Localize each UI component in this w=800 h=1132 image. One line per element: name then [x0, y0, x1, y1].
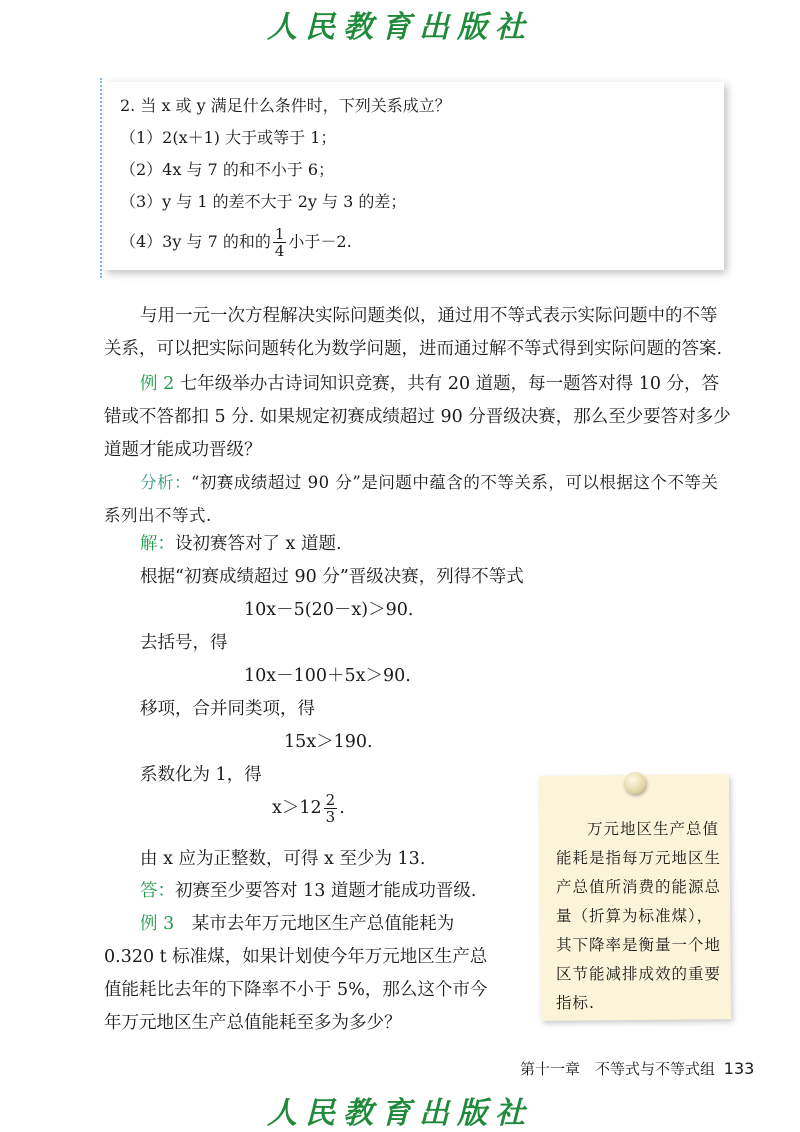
example-2-label: 例 2: [140, 374, 175, 394]
example-3-line-2: 0.320 t 标准煤，如果计划使今年万元地区生产总: [104, 947, 488, 967]
page-number: 133: [723, 1059, 755, 1078]
step-5: 由 x 应为正整数，可得 x 至少为 13.: [140, 849, 426, 869]
fraction-two-thirds: [324, 792, 338, 825]
equation-4-pre: x＞12: [272, 798, 322, 818]
chapter-title: 第十一章 不等式与不等式组: [520, 1060, 716, 1078]
exercise-question: 2. 当 x 或 y 满足什么条件时，下列关系成立？: [120, 96, 451, 115]
fraction-num: 2: [325, 791, 336, 809]
analysis-label: 分析：: [140, 473, 191, 492]
example-3-text-1: 某市去年万元地区生产总值能耗为: [191, 914, 455, 934]
note-line-2: 能耗是指每万元地区生: [556, 849, 722, 867]
note-line-4: 量（折算为标准煤），: [556, 907, 714, 925]
solution-label: 解：: [140, 534, 175, 554]
step-1: 根据“初赛成绩超过 90 分”晋级决赛，列得不等式: [140, 567, 524, 587]
exercise-item-4: [120, 226, 352, 259]
exercise-item-4-post: 小于－2.: [288, 232, 352, 251]
step-3: 移项，合并同类项，得: [140, 699, 315, 719]
step-4: 系数化为 1，得: [140, 765, 262, 785]
page-footer: [520, 1058, 754, 1079]
example-2-text: 七年级举办古诗词知识竞赛，共有 20 道题，每一题答对得 10 分，答错或不答都扣 5 分. 如果规定初赛成绩超过 90 分晋级决赛，那么至少要答对多少道题才能成功晋级？: [104, 374, 731, 460]
fraction-quarter: [273, 226, 287, 259]
example-3-line-1: [140, 910, 454, 935]
exercise-item-3: （3）y 与 1 的差不大于 2y 与 3 的差；: [120, 192, 407, 211]
publisher-logo-bottom: 人民教育出版社: [267, 1096, 533, 1131]
equation-2: 10x－100＋5x＞90.: [244, 666, 411, 686]
note-line-7: 指标.: [556, 994, 595, 1012]
intro-paragraph: 与用一元一次方程解决实际问题类似，通过用不等式表示实际问题中的不等关系，可以把实际问题转化为数学问题，进而通过解不等式得到实际问题的答案.: [104, 306, 723, 359]
example-3-line-3: 值能耗比去年的下降率不小于 5%，那么这个市今: [104, 980, 488, 1000]
solution-text: 设初赛答对了 x 道题.: [175, 534, 342, 554]
publisher-logo-top: 人民教育出版社: [267, 10, 533, 45]
note-line-5: 其下降率是衡量一个地: [556, 936, 722, 954]
equation-4-post: .: [339, 798, 345, 818]
example-3-line-4: 年万元地区生产总值能耗至多为多少？: [104, 1013, 402, 1033]
example-3-label: 例 3: [140, 914, 175, 934]
fraction-den: 4: [274, 242, 285, 260]
exercise-item-4-pre: （4）3y 与 7 的和的: [120, 232, 271, 251]
pushpin-icon: [624, 772, 646, 794]
fraction-num: 1: [274, 225, 285, 243]
analysis-paragraph: [104, 466, 734, 532]
answer-text: 初赛至少要答对 13 道题才能成功晋级.: [175, 881, 477, 901]
step-2: 去括号，得: [140, 633, 228, 653]
equation-1: 10x－5(20－x)＞90.: [244, 600, 414, 620]
note-line-3: 产总值所消费的能源总: [556, 878, 722, 896]
analysis-text: “初赛成绩超过 90 分”是问题中蕴含的不等关系，可以根据这个不等关系列出不等式.: [104, 473, 719, 525]
exercise-item-1: （1）2(x＋1) 大于或等于 1；: [120, 128, 337, 147]
equation-3: 15x＞190.: [284, 732, 373, 752]
equation-4: [272, 792, 345, 825]
side-note-text: [556, 815, 724, 1018]
answer-line: [140, 877, 476, 902]
solution-line: [140, 530, 342, 555]
note-line-6: 区节能减排成效的重要: [556, 965, 722, 983]
note-line-1: 万元地区生产总值: [587, 820, 720, 838]
example-2-paragraph: [104, 368, 732, 467]
exercise-item-2: （2）4x 与 7 的和不小于 6；: [120, 160, 335, 179]
fraction-den: 3: [325, 808, 336, 826]
answer-label: 答：: [140, 881, 175, 901]
